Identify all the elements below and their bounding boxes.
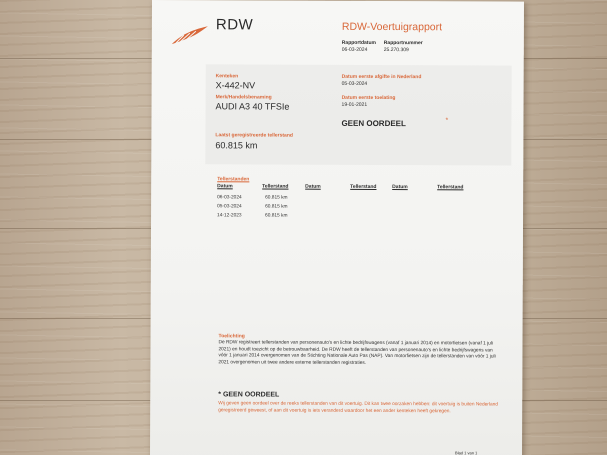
eerste-afgifte-nl-label: Datum eerste afgifte in Nederland: [341, 73, 422, 81]
toelichting-title: Toelichting: [218, 333, 245, 340]
kenteken-label: Kenteken: [215, 73, 239, 80]
tellerstanden-title: Tellerstanden: [217, 176, 250, 183]
table-header-tellerstand: Tellerstand: [262, 183, 289, 190]
rdw-feather-logo-icon: [170, 24, 210, 46]
geen-oordeel-status: GEEN OORDEEL: [341, 118, 406, 129]
page-number: Blad 1 van 1: [455, 450, 478, 455]
table-header-tellerstand: Tellerstand: [350, 183, 377, 190]
table-header-datum: Datum: [217, 183, 233, 190]
logo-text: RDW: [215, 16, 254, 34]
table-header-datum: Datum: [305, 183, 321, 190]
oordeel-asterisk: *: [445, 117, 449, 125]
rdw-report-document: [150, 0, 524, 455]
geen-oordeel-heading: * GEEN OORDEEL: [218, 391, 280, 399]
report-title: RDW-Voertuigrapport: [341, 20, 443, 34]
table-cell-datum: 14-12-2023: [217, 213, 242, 219]
rapportdatum-value: 06-03-2024: [341, 46, 368, 53]
table-cell-tellerstand: 60.815 km: [265, 213, 288, 219]
eerste-toelating-label: Datum eerste toelating: [341, 94, 396, 102]
merk-value: AUDI A3 40 TFSIe: [215, 101, 290, 112]
tellerstand-value: 60.815 km: [215, 140, 258, 151]
table-cell-tellerstand: 60.815 km: [265, 204, 288, 210]
rapportdatum-label: Rapportdatum: [341, 39, 376, 46]
kenteken-value: X-442-NV: [215, 80, 256, 91]
tellerstand-label: Laatst geregistreerde tellerstand: [215, 132, 293, 139]
eerste-toelating-value: 19-01-2021: [341, 101, 368, 108]
table-header-datum: Datum: [392, 184, 408, 191]
merk-label: Merk/Handelsbenaming: [215, 94, 272, 101]
rapportnummer-label: Rapportnummer: [383, 40, 423, 47]
rapportnummer-value: 25.270.309: [383, 47, 409, 54]
geen-oordeel-explanation: Wij geven geen oordeel over de reeks tellerstanden van dit voertuig. Dit kan twee oorzaken hebben: dit voertuig is buiten Nederland geregistreerd geweest, of aan dit voertuig is iets veranderd waardoor het een ander kenteken heeft gekregen.: [218, 401, 498, 414]
table-header-tellerstand: Tellerstand: [437, 184, 464, 191]
eerste-afgifte-nl-value: 05-03-2024: [341, 80, 368, 87]
table-cell-tellerstand: 60.815 km: [265, 195, 288, 201]
table-cell-datum: 05-03-2024: [217, 204, 242, 210]
table-cell-datum: 06-03-2024: [217, 195, 242, 201]
toelichting-text: De RDW registreert tellerstanden van personenauto's en lichte bedrijfswagens (vanaf 1 januari 2014) en motorfietsen (vanaf 1 juli 2021) en houdt toezicht op de betrouwbaarheid. De RDW heeft de tellerstanden van personenauto's en lichte bedrijfswagens van vóór 1 januari 2014 overgenomen van de Stichting Nationale Auto Pas (NAP). Van motorfietsen zijn de tellerstanden van vóór 1 juli 2021 overgenomen uit twee andere externe tellerstanden registraties.: [218, 340, 496, 366]
